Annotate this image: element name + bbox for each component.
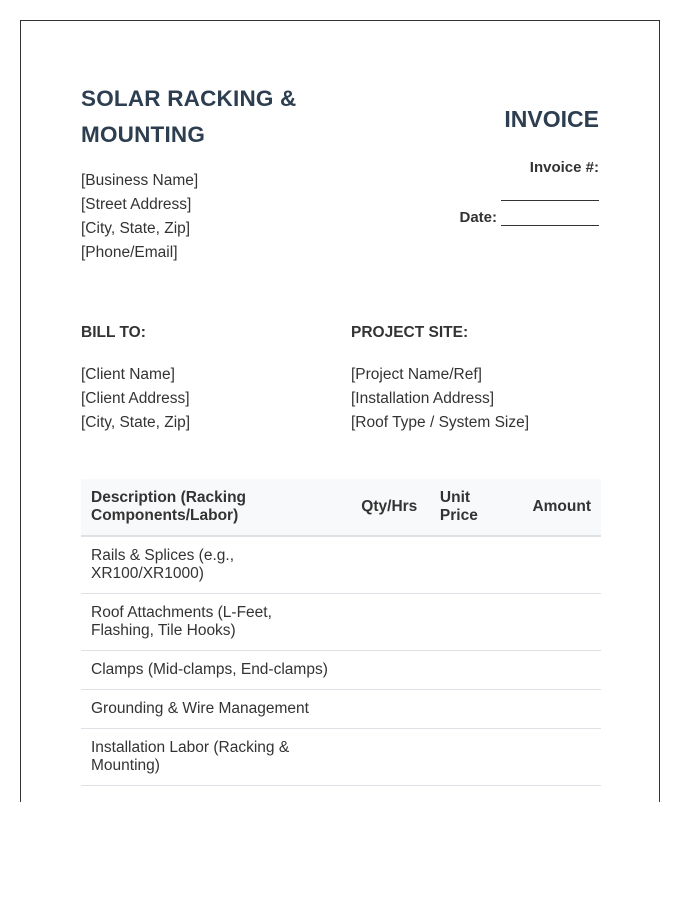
invoice-date-field [501,208,599,226]
bill-to-heading: BILL TO: [81,324,146,341]
cell-qty [349,690,430,729]
client-city-state-zip: [City, State, Zip] [81,414,191,431]
business-phone-email: [Phone/Email] [81,244,178,261]
cell-unit-price [430,536,505,594]
table-row [81,651,601,690]
project-site-section [351,323,529,435]
cell-qty [349,729,430,786]
cell-unit-price [430,690,505,729]
table-row [81,690,601,729]
invoice-number-field [501,200,599,201]
cell-qty [349,594,430,651]
company-name: SOLAR RACKING & MOUNTING [81,86,297,147]
column-header-qty: Qty/Hrs [349,479,430,536]
project-site-heading: PROJECT SITE: [351,324,469,341]
business-name: [Business Name] [81,172,199,189]
cell-description: Clamps (Mid-clamps, End-clamps) [81,651,349,690]
installation-address: [Installation Address] [351,390,495,407]
client-name: [Client Name] [81,366,175,383]
invoice-title: INVOICE [504,106,599,132]
column-header-unit-price: Unit Price [430,479,505,536]
cell-description: Grounding & Wire Management [81,690,349,729]
invoice-date-row [459,208,599,226]
cell-description: Rails & Splices (e.g., XR100/XR1000) [81,536,349,594]
cell-description: Installation Labor (Racking & Mounting) [81,729,349,786]
bill-to-section [81,323,190,435]
column-header-description: Description (Racking Components/Labor) [81,479,349,536]
column-header-amount: Amount [505,479,601,536]
cell-amount [505,536,601,594]
table-row [81,536,601,594]
table-row [81,729,601,786]
business-street-address: [Street Address] [81,196,192,213]
cell-amount [505,594,601,651]
project-name: [Project Name/Ref] [351,366,482,383]
client-address: [Client Address] [81,390,190,407]
cell-description: Roof Attachments (L-Feet, Flashing, Tile Hooks) [81,594,349,651]
cell-amount [505,651,601,690]
cell-qty [349,536,430,594]
line-items-table [81,479,601,786]
business-city-state-zip: [City, State, Zip] [81,220,191,237]
invoice-sheet [20,20,660,802]
cell-amount [505,729,601,786]
invoice-date-label: Date: [459,209,497,226]
table-row [81,594,601,651]
cell-unit-price [430,729,505,786]
business-info [81,169,198,265]
invoice-number-label: Invoice #: [529,159,599,176]
roof-type-system-size: [Roof Type / System Size] [351,414,530,431]
table-header-row [81,479,601,536]
cell-unit-price [430,651,505,690]
cell-amount [505,690,601,729]
cell-qty [349,651,430,690]
cell-unit-price [430,594,505,651]
